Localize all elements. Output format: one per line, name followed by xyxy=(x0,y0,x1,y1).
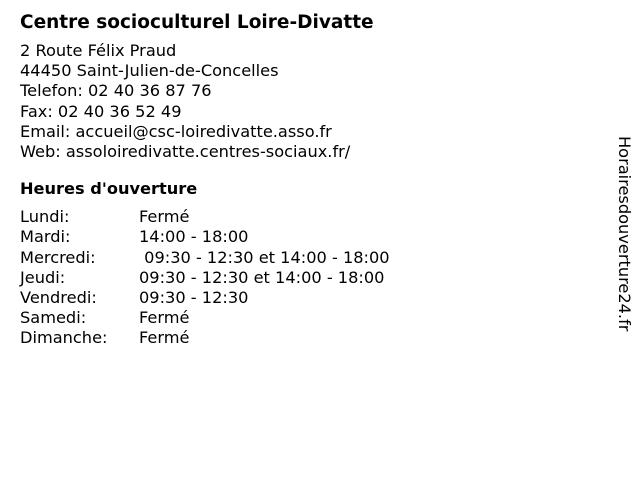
hours-row-thursday xyxy=(20,268,600,288)
hours-row-monday xyxy=(20,207,600,227)
day-label: Jeudi: xyxy=(20,267,66,287)
hours-row-friday xyxy=(20,288,600,308)
fax-number: Fax: 02 40 36 52 49 xyxy=(20,101,182,121)
day-hours: Fermé xyxy=(139,328,190,348)
opening-hours-table xyxy=(20,207,600,348)
day-label: Mardi: xyxy=(20,227,71,247)
day-label: Lundi: xyxy=(20,207,70,227)
day-hours: 09:30 - 12:30 xyxy=(139,288,249,308)
day-hours: 09:30 - 12:30 et 14:00 - 18:00 xyxy=(139,267,385,287)
business-name: Centre socioculturel Loire-Divatte xyxy=(20,12,374,33)
day-label: Mercredi: xyxy=(20,247,96,267)
day-label: Dimanche: xyxy=(20,328,108,348)
hours-row-saturday xyxy=(20,308,600,328)
hours-row-sunday xyxy=(20,328,600,348)
site-watermark: Horairesdouverture24.fr xyxy=(615,136,634,332)
hours-row-tuesday xyxy=(20,227,600,247)
day-hours: Fermé xyxy=(139,308,190,328)
day-label: Samedi: xyxy=(20,308,87,328)
city-address: 44450 Saint-Julien-de-Concelles xyxy=(20,61,279,81)
street-address: 2 Route Félix Praud xyxy=(20,41,177,60)
hours-row-wednesday xyxy=(20,248,600,268)
day-hours: 09:30 - 12:30 et 14:00 - 18:00 xyxy=(139,247,390,267)
day-hours: 14:00 - 18:00 xyxy=(139,227,249,247)
email-address: Email: accueil@csc-loiredivatte.asso.fr xyxy=(20,121,332,141)
day-label: Vendredi: xyxy=(20,288,97,308)
day-hours: Fermé xyxy=(139,207,190,227)
phone-number: Telefon: 02 40 36 87 76 xyxy=(20,81,212,101)
opening-hours-heading: Heures d'ouverture xyxy=(20,179,198,199)
website: Web: assoloiredivatte.centres-sociaux.fr/ xyxy=(20,142,351,162)
business-info xyxy=(20,10,600,349)
